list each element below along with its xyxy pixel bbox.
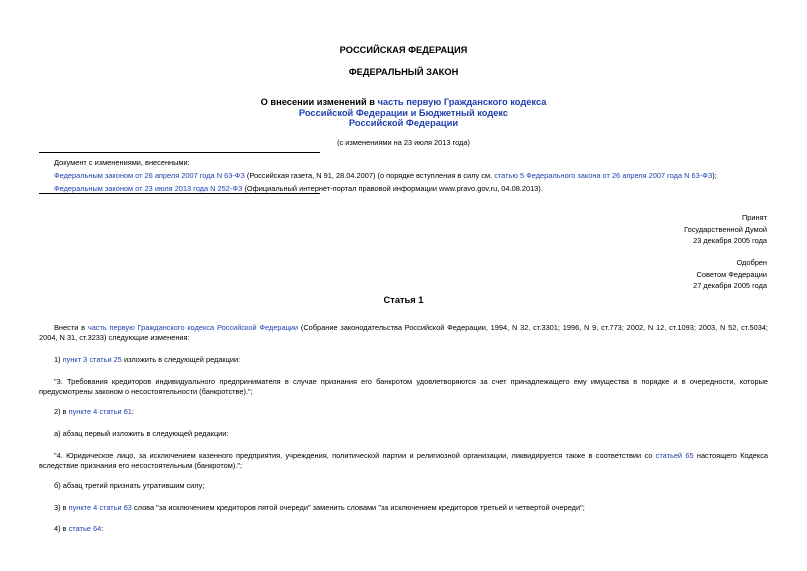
- item-3-link[interactable]: пункте 4 статьи 63: [68, 503, 132, 512]
- title-prefix: О внесении изменений в: [260, 97, 378, 107]
- article-title: Статья 1: [383, 295, 424, 305]
- item-1-link[interactable]: пункт 3 статьи 25: [62, 355, 122, 364]
- article-65-link[interactable]: статьей 65: [655, 451, 694, 460]
- country-heading: РОССИЙСКАЯ ФЕДЕРАЦИЯ: [339, 45, 468, 55]
- accepted-block: [684, 212, 767, 247]
- accepted-by: Государственной Думой: [684, 224, 767, 234]
- approved-date: 27 декабря 2005 года: [693, 281, 767, 290]
- law-type-heading: ФЕДЕРАЛЬНЫЙ ЗАКОН: [348, 67, 459, 77]
- amendment-1-text: (Российская газета, N 91, 28.04.2007) (о порядке вступления в силу см.: [244, 171, 495, 180]
- intro-post: (Собрание законодательства Российской Федерации, 1994, N 32, ст.3301; 1996, N 9, ст.773; 2002, N 12, ст.1093; 2003, N 52, ст.5034; 2004, N 31, ст.3233) следующие изменения:: [39, 323, 768, 342]
- amendment-line-1: [54, 169, 774, 182]
- item-3-pre: 3) в: [54, 503, 69, 512]
- law-title: [0, 97, 807, 129]
- intro-pre: Внести в: [54, 323, 88, 332]
- budget-code-link[interactable]: Российской Федерации: [348, 118, 459, 128]
- amendment-2-text: (Официальный интернет-портал правовой информации www.pravo.gov.ru, 04.08.2013).: [242, 184, 543, 193]
- amendments-intro: Документ с изменениями, внесенными:: [54, 158, 190, 167]
- approved-block: [693, 257, 767, 292]
- item-4-link[interactable]: статье 64: [68, 524, 102, 533]
- divider-bottom: [39, 193, 320, 194]
- item-2b: б) абзац третий признать утратившим силу;: [54, 481, 205, 490]
- item-1-quote: "3. Требования кредиторов индивидуального предпринимателя в случае признания его банкротом удовлетворяются за счет принадлежащего ему имущества в порядке и в очередности, которые предусмотрены законом о несостоятельности (банкротстве).";: [39, 377, 768, 396]
- civil-code-part1-link[interactable]: часть первую Гражданского кодекса: [377, 97, 547, 107]
- item-2a-quote-pre: "4. Юридическое лицо, за исключением казенного предприятия, учреждения, политической партии и религиозной организации, ликвидируется также в соответствии со: [54, 451, 656, 460]
- article-intro: [39, 323, 768, 343]
- item-2a-quote: [39, 451, 768, 471]
- amendments-block: [54, 156, 774, 195]
- item-3: [39, 503, 768, 513]
- item-2-pre: 2) в: [54, 407, 69, 416]
- item-2-post: :: [131, 407, 134, 416]
- approved-by: Советом Федерации: [696, 269, 767, 279]
- item-1: [39, 355, 768, 365]
- civil-code-part1-link-line2[interactable]: Российской Федерации: [298, 107, 409, 118]
- item-4-post: :: [101, 524, 104, 533]
- civil-code-link[interactable]: часть первую Гражданского кодекса Российской Федерации: [87, 323, 299, 332]
- item-1-pre: 1): [54, 355, 63, 364]
- law-252fz-link[interactable]: Федеральным законом от 23 июля 2013 года N 252-ФЗ: [54, 184, 243, 193]
- divider-top: [39, 152, 320, 153]
- law-63fz-link[interactable]: Федеральным законом от 26 апреля 2007 года N 63-ФЗ: [54, 171, 245, 180]
- edition-note: (с изменениями на 23 июля 2013 года): [337, 138, 470, 147]
- item-2-link[interactable]: пункте 4 статьи 61: [68, 407, 132, 416]
- item-3-post: слова "за исключением кредиторов пятой очереди" заменить словами "за исключением кредиторов третьей и четвертой очереди";: [131, 503, 585, 512]
- item-4-pre: 4) в: [54, 524, 69, 533]
- item-2: [39, 407, 768, 417]
- accepted-date: 23 декабря 2005 года: [693, 236, 767, 245]
- item-4: [39, 524, 768, 534]
- item-2a-quote-post: настоящего Кодекса вследствие признания его несостоятельным (банкротом).";: [39, 451, 768, 470]
- amendment-1-end: );: [712, 171, 717, 180]
- approved-word: Одобрен: [736, 258, 767, 267]
- item-1-post: изложить в следующей редакции:: [121, 355, 241, 364]
- title-mid: и Бюджетный кодекс: [408, 107, 509, 118]
- item-2a: а) абзац первый изложить в следующей редакции:: [54, 429, 229, 438]
- accepted-word: Принят: [741, 213, 767, 222]
- article5-law-63fz-link[interactable]: статью 5 Федерального закона от 26 апреля 2007 года N 63-ФЗ: [494, 171, 713, 180]
